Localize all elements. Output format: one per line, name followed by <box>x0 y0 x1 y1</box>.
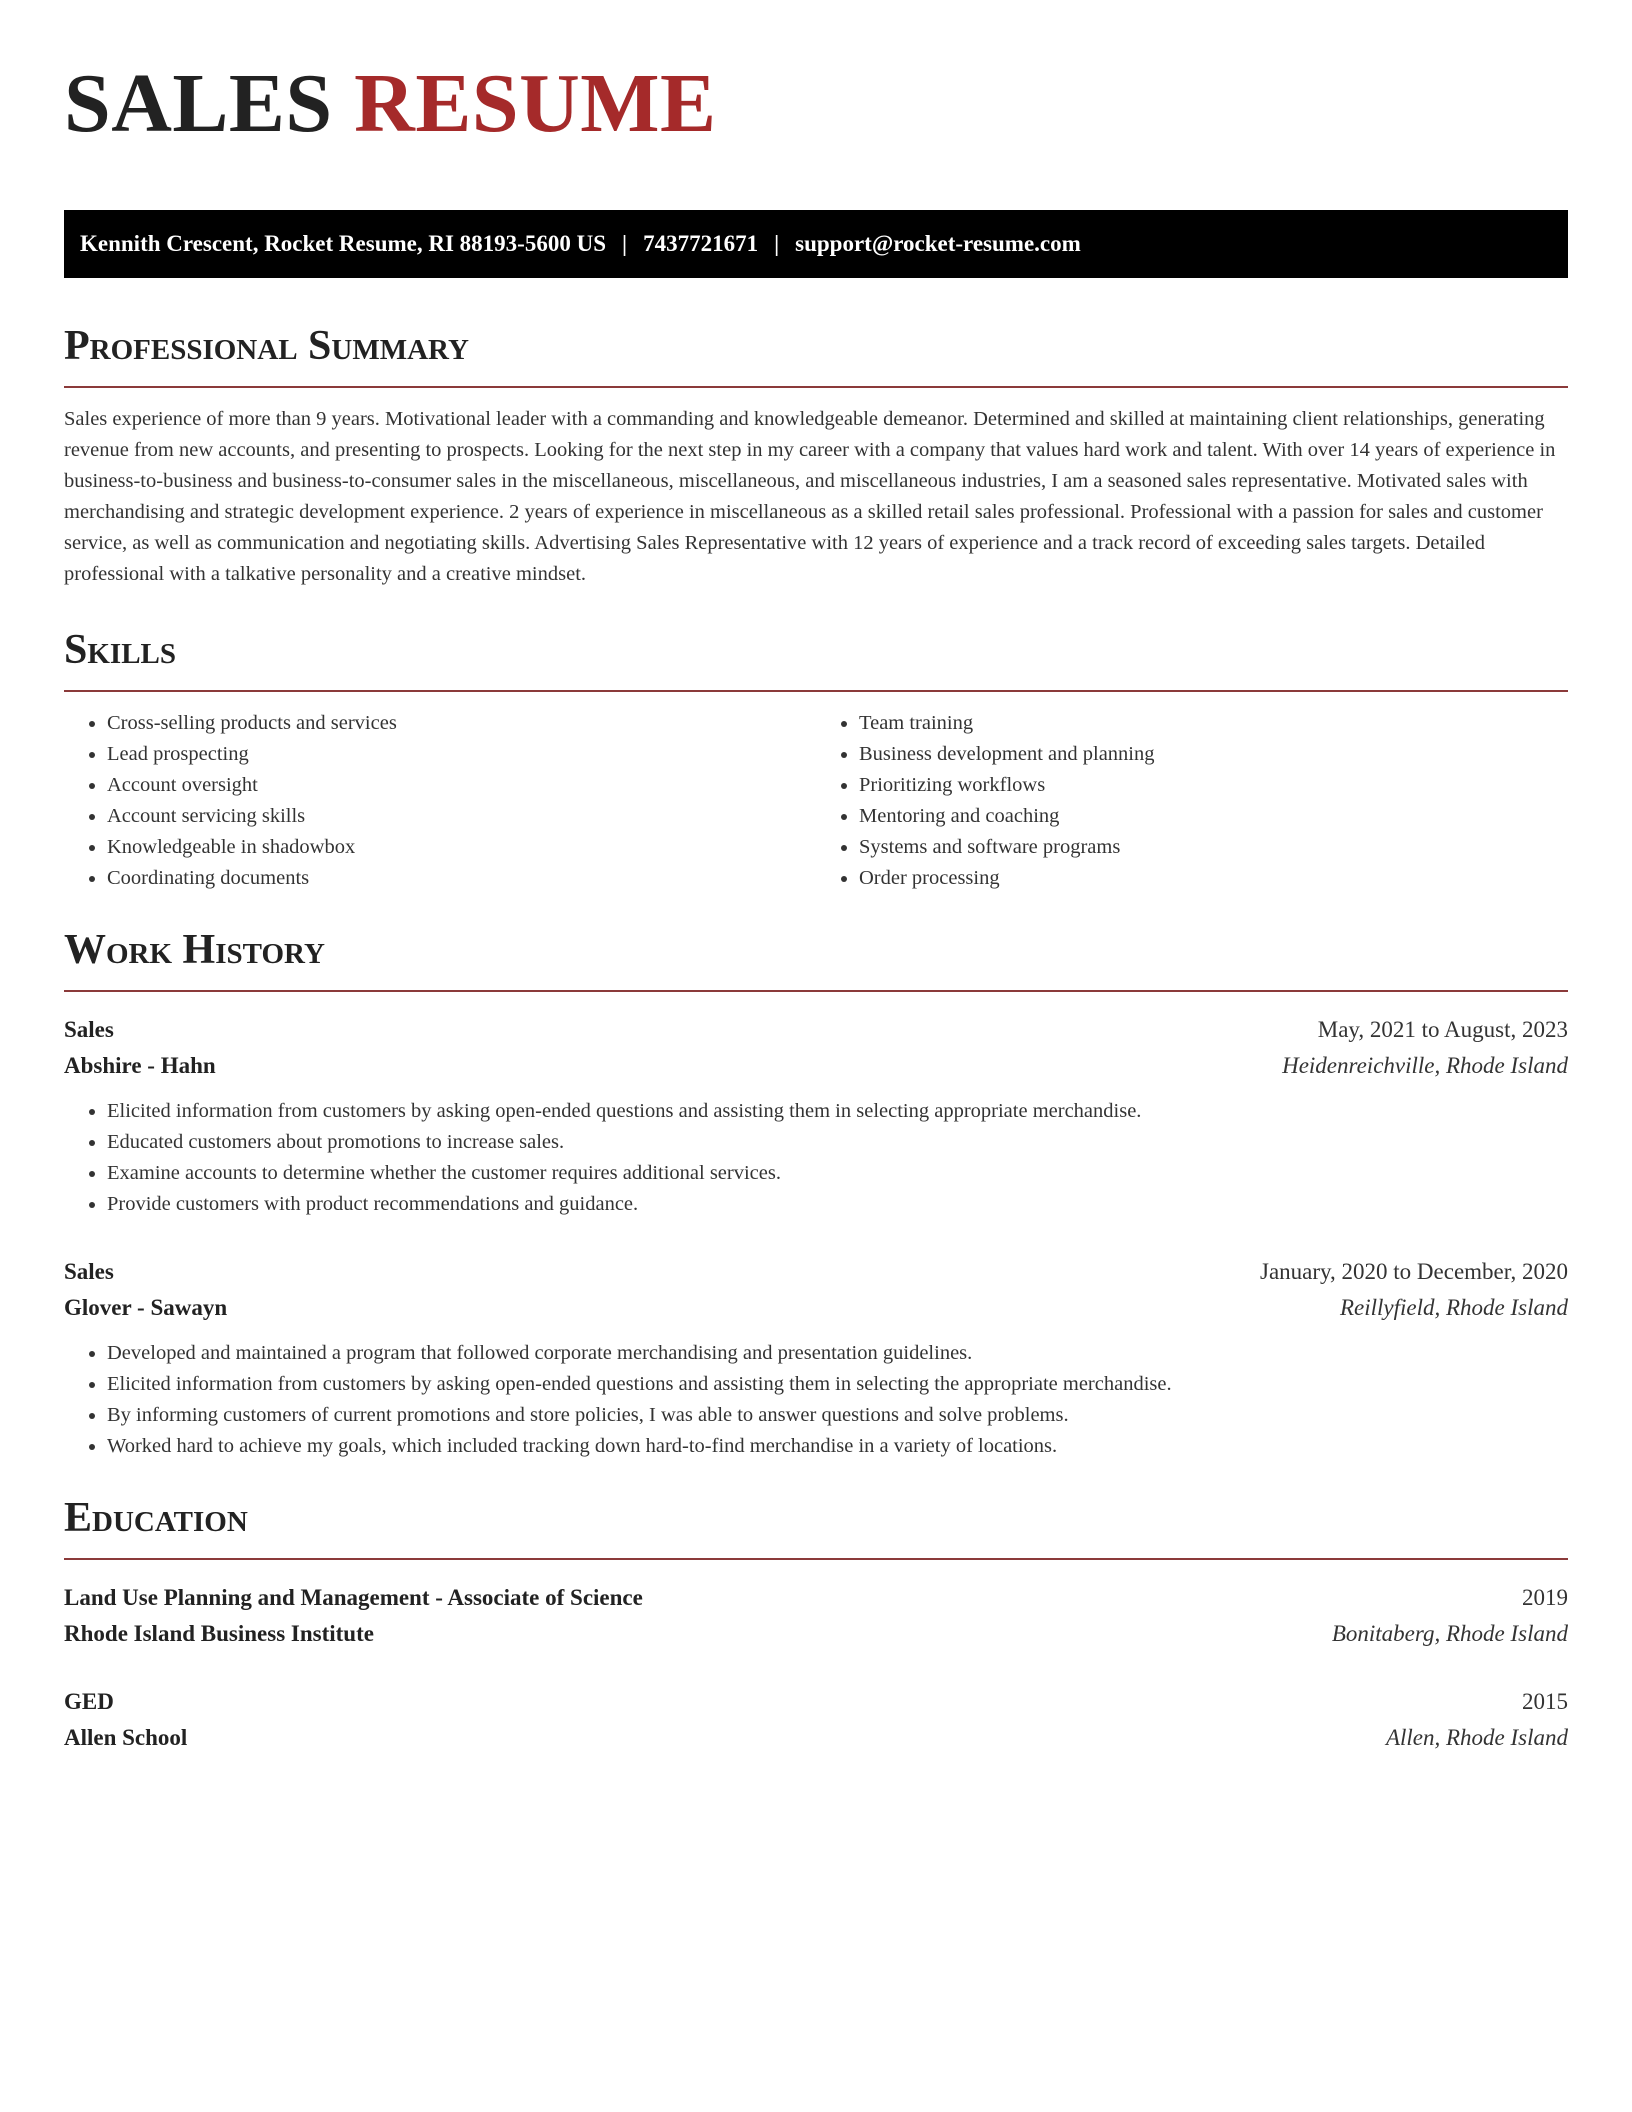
education-location: Allen, Rhode Island <box>1385 1725 1568 1750</box>
job-dates: January, 2020 to December, 2020 <box>1260 1259 1568 1284</box>
section-heading-summary: Professional Summary <box>64 323 469 369</box>
resume-title <box>64 56 1568 152</box>
skills-section <box>64 624 1568 894</box>
skill-item: • Prioritizing workflows <box>859 770 1568 801</box>
skill-item: • Account oversight <box>107 770 816 801</box>
professional-summary-section <box>64 320 1568 590</box>
job-title: Sales <box>64 1259 114 1284</box>
job-bullet: • Worked hard to achieve my goals, which included tracking down hard-to-find merchandise in a variety of locations. <box>107 1431 1568 1462</box>
skills-grid <box>64 708 1568 894</box>
education-entry <box>64 1684 1568 1756</box>
section-divider <box>64 386 1568 388</box>
job-bullet: • Examine accounts to determine whether the customer requires additional services. <box>107 1158 1568 1189</box>
education-year: 2019 <box>1522 1585 1568 1610</box>
education-school-row <box>64 1720 1568 1756</box>
job-company: Glover - Sawayn <box>64 1295 228 1320</box>
education-school: Rhode Island Business Institute <box>64 1621 374 1646</box>
job-bullet: • Educated customers about promotions to increase sales. <box>107 1127 1568 1158</box>
education-school-row <box>64 1616 1568 1652</box>
skill-item: • Cross-selling products and services <box>107 708 816 739</box>
education-school: Allen School <box>64 1725 188 1750</box>
job-location: Heidenreichville, Rhode Island <box>1282 1053 1568 1078</box>
skill-item: • Account servicing skills <box>107 801 816 832</box>
education-section <box>64 1492 1568 1756</box>
skill-item: • Order processing <box>859 863 1568 894</box>
job-title: Sales <box>64 1017 114 1042</box>
job-company-row <box>64 1290 1568 1326</box>
job-company: Abshire - Hahn <box>64 1053 216 1078</box>
skill-item: • Business development and planning <box>859 739 1568 770</box>
work-history-section <box>64 924 1568 1462</box>
job-bullet: • By informing customers of current promotions and store policies, I was able to answer questions and solve problems. <box>107 1400 1568 1431</box>
contact-address: Kennith Crescent, Rocket Resume, RI 88193-5600 US <box>80 231 606 256</box>
skill-item: • Mentoring and coaching <box>859 801 1568 832</box>
job-entry <box>64 1012 1568 1220</box>
job-title-row <box>64 1254 1568 1290</box>
contact-separator: | <box>621 231 628 256</box>
job-dates: May, 2021 to August, 2023 <box>1317 1017 1568 1042</box>
job-location: Reillyfield, Rhode Island <box>1339 1295 1568 1320</box>
job-bullet: • Developed and maintained a program that followed corporate merchandising and presentation guidelines. <box>107 1338 1568 1369</box>
job-company-row <box>64 1048 1568 1084</box>
skill-item: • Team training <box>859 708 1568 739</box>
job-bullet: • Elicited information from customers by asking open-ended questions and assisting them in selecting the appropriate merchandise. <box>107 1369 1568 1400</box>
section-heading-work-history: Work History <box>64 927 325 973</box>
skill-item: • Knowledgeable in shadowbox <box>107 832 816 863</box>
job-title-row <box>64 1012 1568 1048</box>
job-bullet: • Elicited information from customers by asking open-ended questions and assisting them in selecting appropriate merchandise. <box>107 1096 1568 1127</box>
skill-item: • Coordinating documents <box>107 863 816 894</box>
job-bullets <box>64 1338 1568 1462</box>
section-heading-education: Education <box>64 1495 248 1541</box>
education-degree-row <box>64 1684 1568 1720</box>
section-heading-skills: Skills <box>64 627 177 673</box>
skills-column-right <box>816 708 1568 894</box>
job-bullets <box>64 1096 1568 1220</box>
skill-item: • Lead prospecting <box>107 739 816 770</box>
contact-phone: 7437721671 <box>643 231 759 256</box>
skill-item: • Systems and software programs <box>859 832 1568 863</box>
section-divider <box>64 1558 1568 1560</box>
job-entry <box>64 1254 1568 1462</box>
contact-email: support@rocket-resume.com <box>795 231 1081 256</box>
contact-bar <box>64 210 1568 278</box>
summary-text: Sales experience of more than 9 years. Motivational leader with a commanding and knowledgeable demeanor. Determined and skilled at maintaining client relationships, generating revenue from new accounts, and presenting to prospects. Looking for the next step in my career with a company that values hard work and talent. With over 14 years of experience in business-to-business and business-to-consumer sales in the miscellaneous, miscellaneous, and miscellaneous industries, I am a seasoned sales representative. Motivated sales with merchandising and strategic development experience. 2 years of experience in miscellaneous as a skilled retail sales professional. Professional with a passion for sales and customer service, as well as communication and negotiating skills. Advertising Sales Representative with 12 years of experience and a track record of exceeding sales targets. Detailed professional with a talkative personality and a creative mindset. <box>64 408 1556 585</box>
education-degree: GED <box>64 1689 114 1714</box>
education-degree: Land Use Planning and Management - Associate of Science <box>64 1585 643 1610</box>
education-year: 2015 <box>1522 1689 1568 1714</box>
contact-separator: | <box>774 231 780 256</box>
title-word-resume: RESUME <box>354 57 717 150</box>
skills-column-left <box>64 708 816 894</box>
education-entry <box>64 1580 1568 1652</box>
title-word-sales: SALES <box>64 57 333 150</box>
education-location: Bonitaberg, Rhode Island <box>1331 1621 1568 1646</box>
section-divider <box>64 990 1568 992</box>
job-bullet: • Provide customers with product recommendations and guidance. <box>107 1189 1568 1220</box>
education-degree-row <box>64 1580 1568 1616</box>
section-divider <box>64 690 1568 692</box>
